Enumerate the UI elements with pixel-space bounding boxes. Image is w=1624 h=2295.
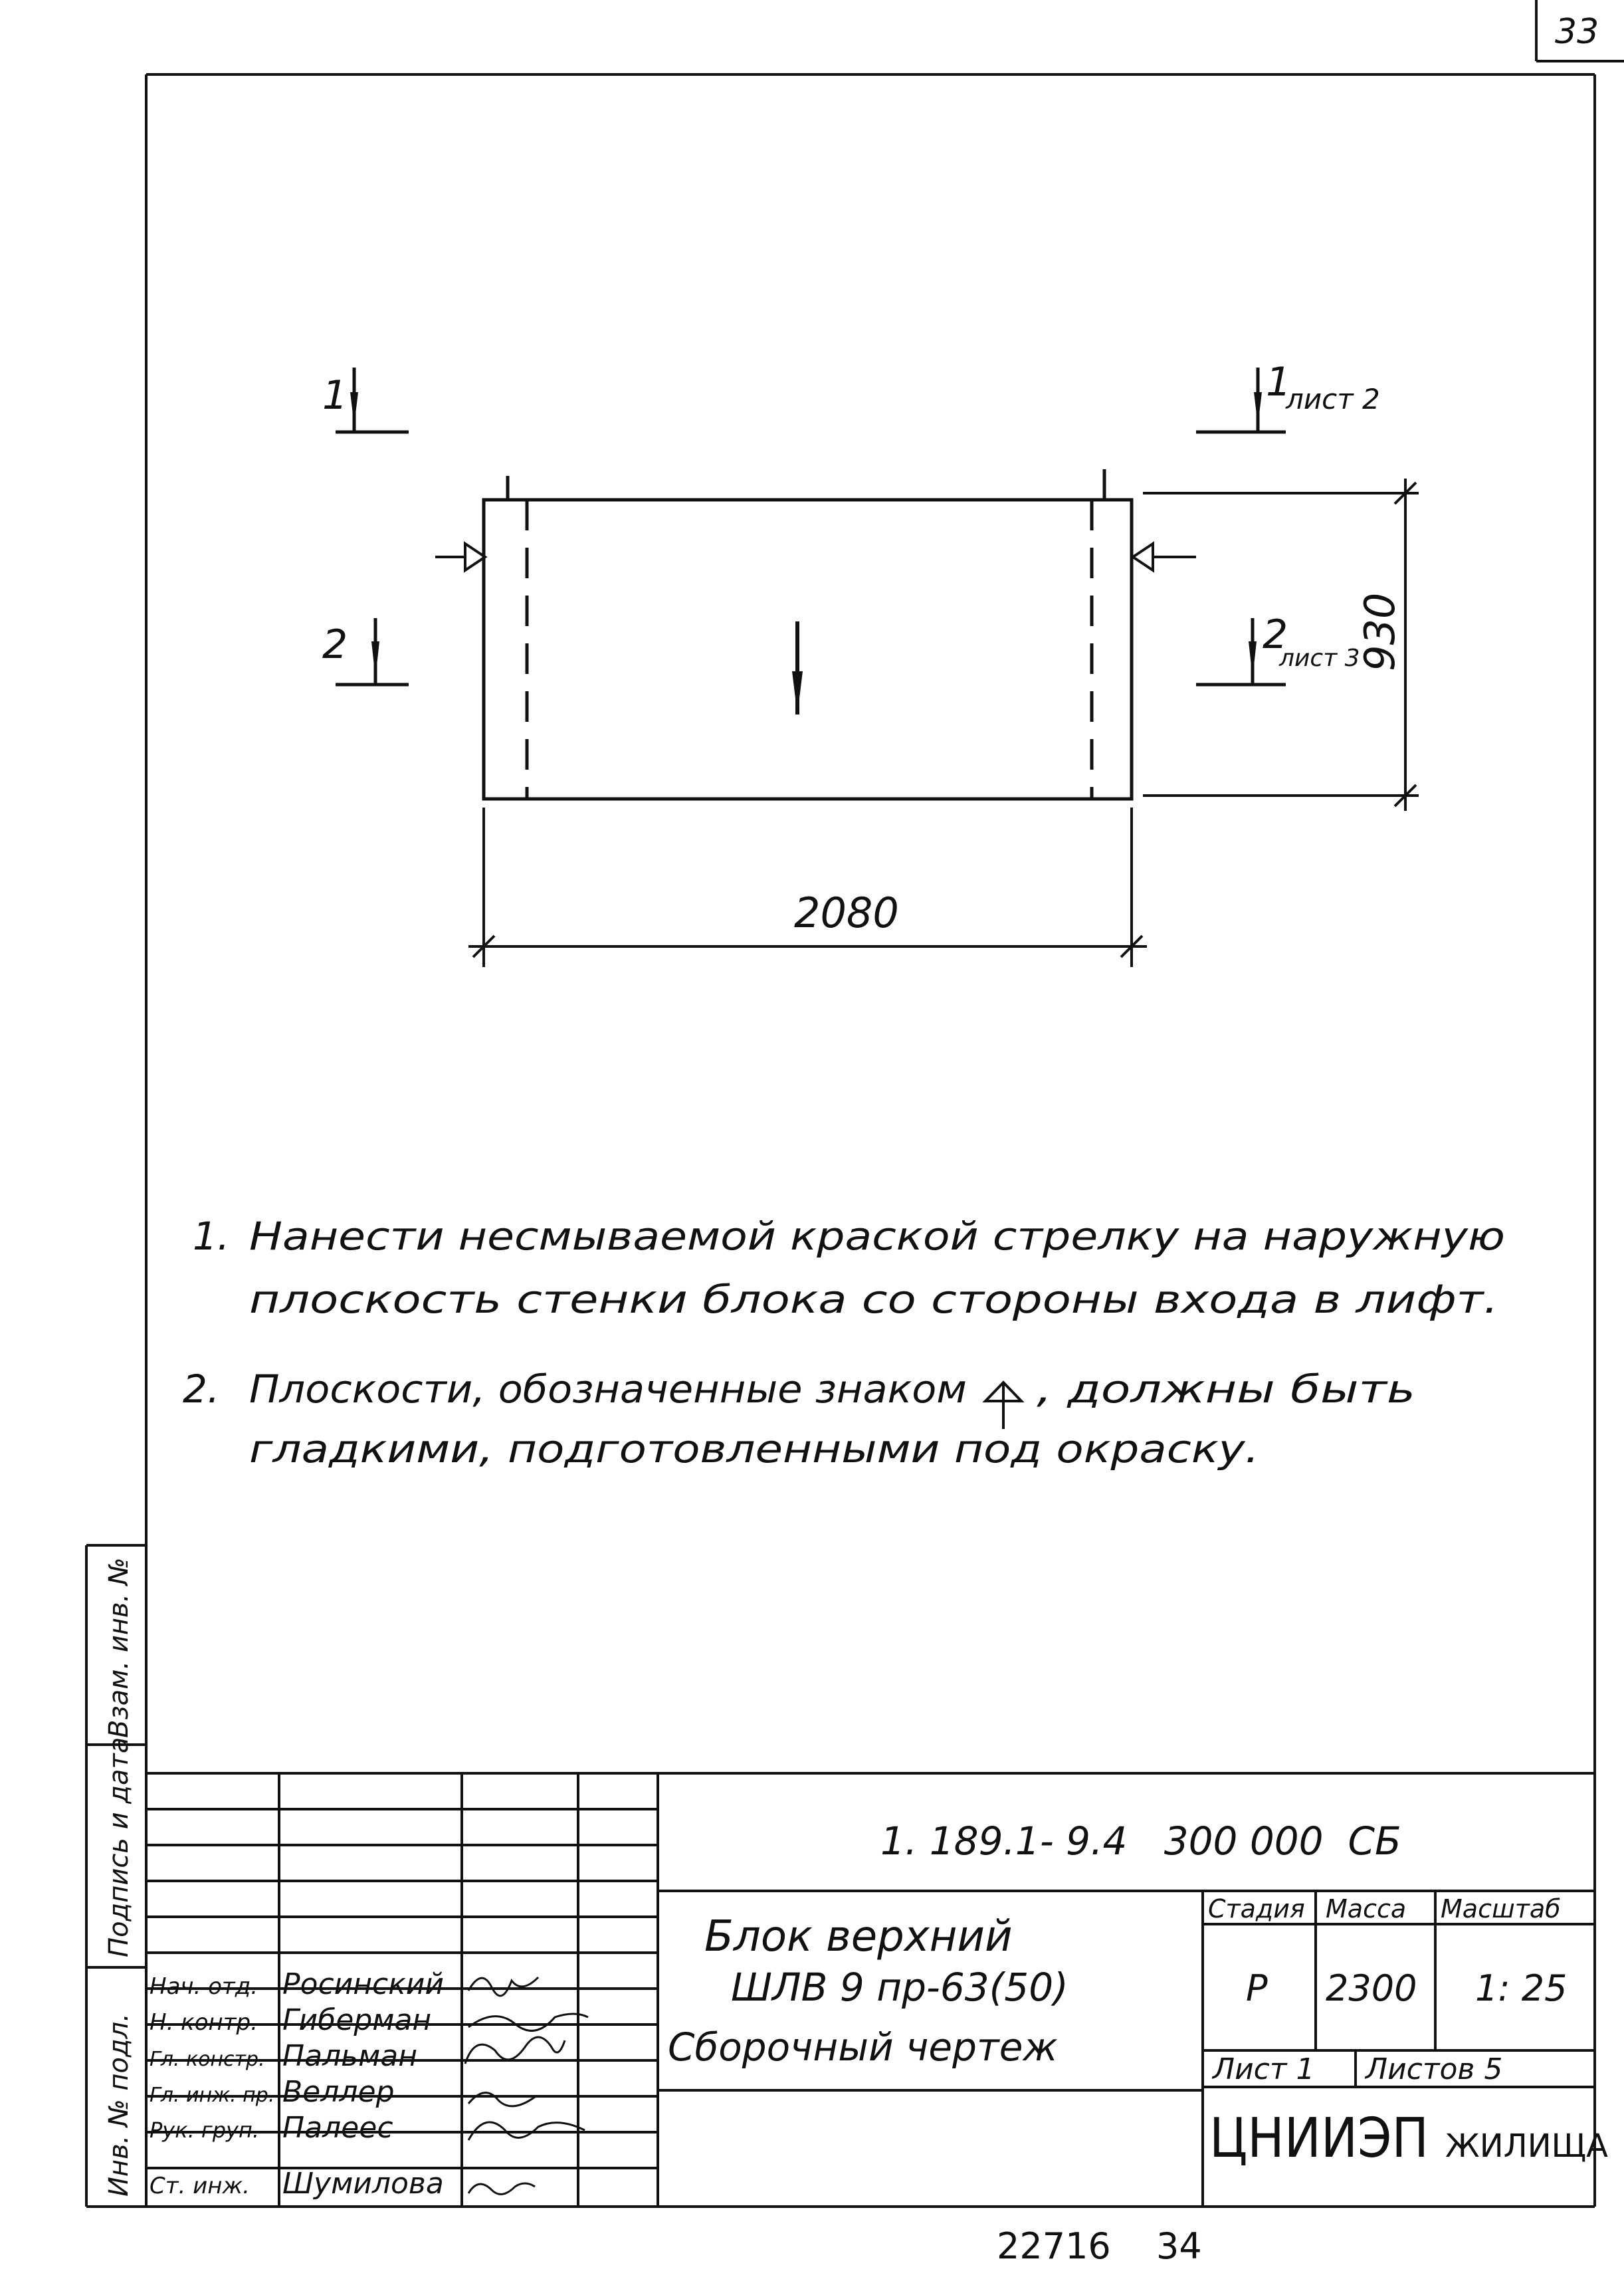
signature-role: Гл. констр. [150, 2048, 265, 2071]
title-line-1: Блок верхний [704, 1912, 1013, 1961]
signature-name: Шумилова [282, 2167, 444, 2201]
dimension-width-value: 2080 [794, 889, 899, 937]
note-2-number: 2. [183, 1366, 220, 1412]
scale-label: Масштаб [1441, 1894, 1561, 1923]
block-outline [484, 500, 1132, 799]
side-stamp [104, 1557, 134, 2197]
dimension-width [468, 808, 1147, 967]
signature-name: Гиберман [282, 2003, 432, 2037]
handwritten-signatures [465, 1977, 588, 2194]
footer-number-left: 22716 [997, 2225, 1111, 2267]
signature-role: Н. контр. [150, 2009, 258, 2036]
signature-name: Веллер [282, 2075, 395, 2109]
title-line-2: ШЛВ 9 пр-63(50) [731, 1965, 1068, 2010]
section-mark-1-right-sheet: лист 2 [1286, 383, 1380, 415]
stage-label: Стадия [1208, 1894, 1305, 1923]
signature-name: Росинский [282, 1967, 444, 2001]
signature-name: Пальман [282, 2039, 418, 2073]
block-drawing [336, 368, 1419, 967]
surface-mark-right [1133, 544, 1196, 570]
side-stamp-sign-date: Подпись и дата [104, 1737, 134, 1957]
org-main: ЦНИИЭП [1209, 2107, 1429, 2170]
smooth-surface-sign-icon [985, 1382, 1021, 1429]
footer-number-right: 34 [1156, 2225, 1202, 2267]
section-mark-1-left-number: 1 [322, 372, 348, 419]
note-1-line-1: Нанести несмываемой краской стрелку на наружную [249, 1214, 1505, 1259]
dimension-height-value: 930 [1356, 592, 1404, 671]
section-mark-2-left-number: 2 [322, 621, 348, 668]
signature-role: Нач. отд. [150, 1973, 258, 2000]
surface-mark-left [435, 544, 485, 570]
signature-name: Палеес [282, 2111, 393, 2145]
sheets-label: Листов 5 [1366, 2052, 1503, 2086]
section-mark-1-right-number: 1 [1266, 359, 1292, 405]
mass-value: 2300 [1326, 1967, 1417, 2009]
doc-code: 1. 189.1- 9.4 300 000 СБ [880, 1818, 1401, 1864]
org-sub: ЖИЛИЩА [1445, 2128, 1608, 2165]
section-mark-2-right-number: 2 [1263, 611, 1288, 658]
note-1-number: 1. [193, 1214, 230, 1259]
side-stamp-replace-inv: Взам. инв. № [104, 1557, 134, 1738]
signature-role: Рук. груп. [150, 2118, 260, 2143]
side-stamp-inv-no-orig: Инв. № подл. [104, 2013, 134, 2197]
note-2-line-1b: , должны быть [1037, 1366, 1415, 1412]
note-2-line-2: гладкими, подготовленными под окраску. [249, 1426, 1259, 1472]
mass-label: Масса [1326, 1894, 1407, 1923]
signature-role: Ст. инж. [150, 2173, 250, 2199]
note-2-line-1a: Плоскости, обозначенные знаком [249, 1366, 967, 1412]
signature-table [150, 1967, 444, 2201]
stage-value: Р [1246, 1967, 1268, 2009]
page-number: 33 [1555, 12, 1599, 52]
section-mark-2-right-sheet: лист 3 [1279, 645, 1360, 672]
notes [183, 1214, 1505, 1472]
scale-value: 1: 25 [1475, 1967, 1568, 2009]
signature-role: Гл. инж. пр. [150, 2084, 275, 2107]
title-line-3: Сборочный чертеж [668, 2024, 1058, 2070]
page-number-box [1536, 0, 1624, 61]
note-1-line-2: плоскость стенки блока со стороны входа в лифт. [249, 1277, 1498, 1322]
sheet-label: Лист 1 [1213, 2052, 1315, 2086]
